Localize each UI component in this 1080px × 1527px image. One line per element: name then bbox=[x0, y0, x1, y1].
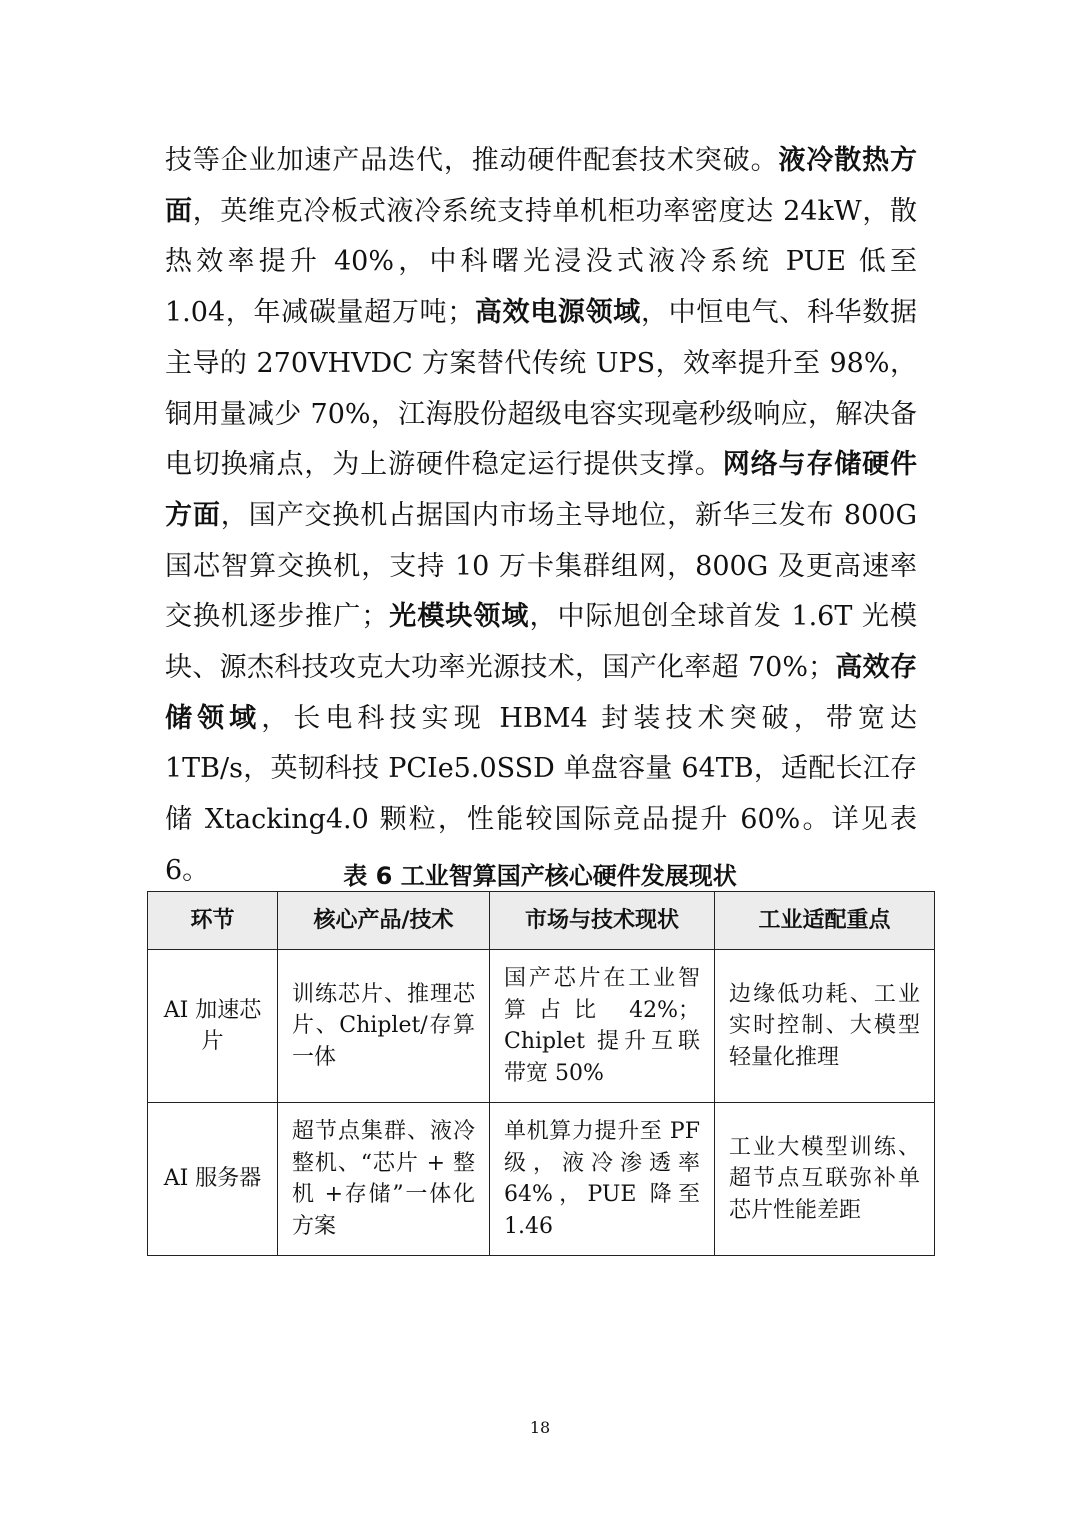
paragraph-bold-run: 高效存储领域 bbox=[165, 652, 918, 734]
table-header-cell: 核心产品/技术 bbox=[278, 892, 490, 950]
table-row bbox=[148, 950, 935, 1103]
table-cell: AI 加速芯片 bbox=[148, 950, 278, 1103]
table-header-cell: 环节 bbox=[148, 892, 278, 950]
paragraph-run: ，长电科技实现 HBM4 封装技术突破，带宽达 1TB/s，英韧科技 PCIe5.0SSD 单盘容量 64TB，适配长江存储 Xtacking4.0 颗粒，性能较国际竞品提升 60%。详见表 6。 bbox=[165, 702, 917, 886]
paragraph-run: 技等企业加速产品迭代，推动硬件配套技术突破。 bbox=[165, 145, 779, 176]
table-cell: 超节点集群、液冷整机、“芯片 + 整机 +存储”一体化方案 bbox=[278, 1103, 490, 1256]
table-cell: 国产芯片在工业智算占比 42%；Chiplet 提升互联带宽 50% bbox=[490, 950, 715, 1103]
paragraph-run: ，中际旭创全球首发 1.6T 光模块、源杰科技攻克大功率光源技术，国产化率超 70%； bbox=[165, 601, 918, 684]
paragraph-bold-run: 高效电源领域 bbox=[474, 297, 641, 329]
table-header-row bbox=[148, 892, 935, 950]
table-cell: 边缘低功耗、工业实时控制、大模型轻量化推理 bbox=[715, 950, 935, 1103]
paragraph-bold-run: 光模块领域 bbox=[388, 601, 530, 633]
table-cell: 训练芯片、推理芯片、Chiplet/存算一体 bbox=[278, 950, 490, 1103]
table-cell: AI 服务器 bbox=[148, 1103, 278, 1256]
table-cell: 单机算力提升至 PF 级，液冷渗透率 64%，PUE 降至 1.46 bbox=[490, 1103, 715, 1256]
table-cell: 工业大模型训练、超节点互联弥补单芯片性能差距 bbox=[715, 1103, 935, 1256]
table-row bbox=[148, 1103, 935, 1256]
page-number: 18 bbox=[529, 1418, 551, 1437]
table-caption: 表 6 工业智算国产核心硬件发展现状 bbox=[343, 862, 737, 890]
paragraph-bold-run: 液冷散热方面 bbox=[165, 145, 918, 227]
paragraph-run: ，英维克冷板式液冷系统支持单机柜功率密度达 24kW，散热效率提升 40%，中科曙光浸没式液冷系统 PUE 低至 1.04，年减碳量超万吨； bbox=[165, 195, 917, 329]
table-header-cell: 工业适配重点 bbox=[715, 892, 935, 950]
hardware-status-table bbox=[147, 891, 935, 1256]
paragraph-bold-run: 网络与存储硬件方面 bbox=[165, 449, 918, 531]
paragraph-run: ，国产交换机占据国内市场主导地位，新华三发布 800G 国芯智算交换机，支持 10 万卡集群组网，800G 及更高速率交换机逐步推广； bbox=[165, 499, 918, 633]
paragraph-run: ，中恒电气、科华数据主导的 270VHVDC 方案替代传统 UPS，效率提升至 98%，铜用量减少 70%，江海股份超级电容实现毫秒级响应，解决备电切换痛点，为上游硬件稳定运行提供支撑。 bbox=[165, 297, 918, 481]
table-header-cell: 市场与技术现状 bbox=[490, 892, 715, 950]
body-paragraph bbox=[165, 136, 917, 897]
